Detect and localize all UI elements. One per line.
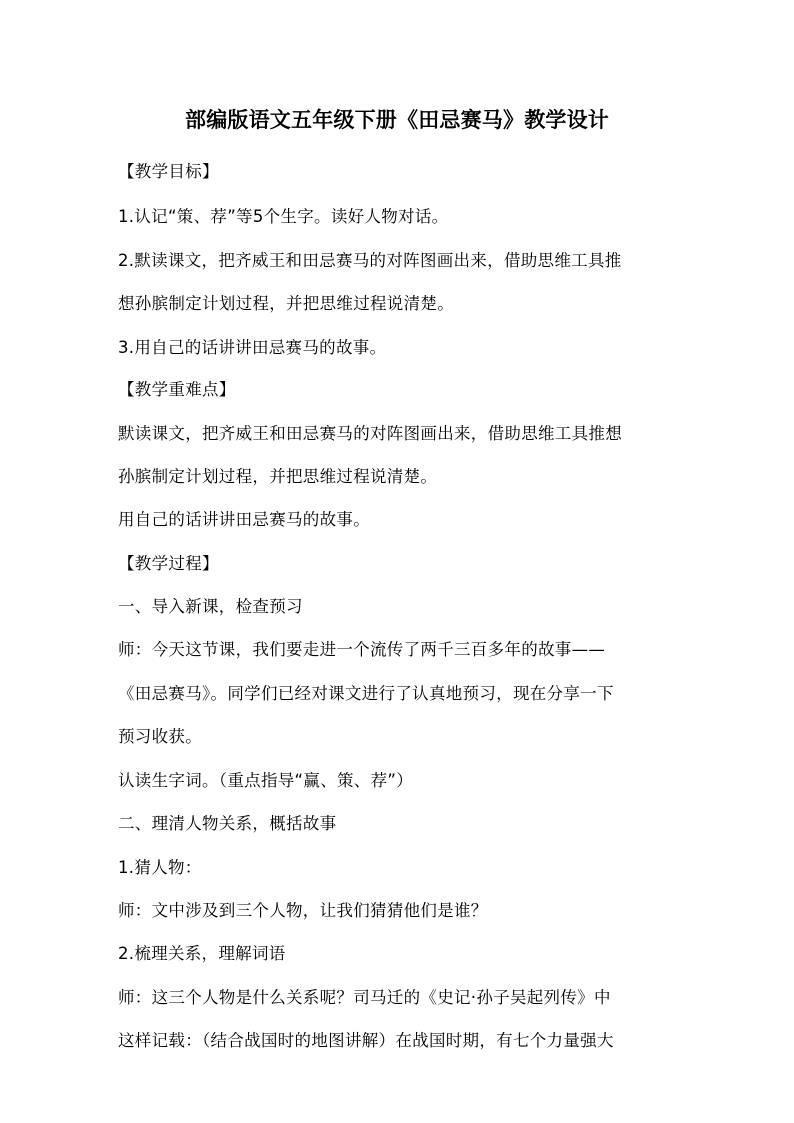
process-step-1-heading: 一、导入新课，检查预习 [118, 597, 303, 616]
paragraph-line: 师：文中涉及到三个人物，让我们猜猜他们是谁？ [118, 901, 488, 920]
subheading-relationships: 2.梳理关系，理解词语 [118, 944, 286, 963]
objective-2: 2.默读课文，把齐威王和田忌赛马的对阵图画出来，借助思维工具推 [118, 251, 622, 270]
section-heading-objectives: 【教学目标】 [118, 162, 219, 181]
objective-3: 3.用自己的话讲讲田忌赛马的故事。 [118, 338, 387, 357]
paragraph-line: 预习收获。 [118, 727, 202, 746]
paragraph-line: 认读生字词。（重点指导“赢、策、荐”） [118, 771, 414, 790]
paragraph-line: 《田忌赛马》。同学们已经对课文进行了认真地预习，现在分享一下 [118, 684, 614, 703]
key-point-1: 默读课文，把齐威王和田忌赛马的对阵图画出来，借助思维工具推想 [118, 424, 622, 443]
paragraph-line: 这样记载：（结合战国时的地图讲解）在战国时期，有七个力量强大 [118, 1031, 614, 1050]
objective-2-continued: 想孙膑制定计划过程，并把思维过程说清楚。 [118, 294, 454, 313]
document-title: 部编版语文五年级下册《田忌赛马》教学设计 [185, 108, 609, 132]
subheading-guess-characters: 1.猜人物： [118, 858, 202, 877]
key-point-2: 用自己的话讲讲田忌赛马的故事。 [118, 510, 370, 529]
paragraph-line: 师：今天这节课，我们要走进一个流传了两千三百多年的故事—— [118, 640, 606, 659]
process-step-2-heading: 二、理清人物关系，概括故事 [118, 814, 337, 833]
paragraph-line: 师：这三个人物是什么关系呢？司马迁的《史记·孙子吴起列传》中 [118, 988, 611, 1007]
objective-1: 1.认记“策、荐”等5个生字。读好人物对话。 [118, 207, 449, 226]
section-heading-process: 【教学过程】 [118, 554, 219, 573]
key-point-1-continued: 孙膑制定计划过程，并把思维过程说清楚。 [118, 467, 438, 486]
section-heading-key-points: 【教学重难点】 [118, 380, 236, 399]
